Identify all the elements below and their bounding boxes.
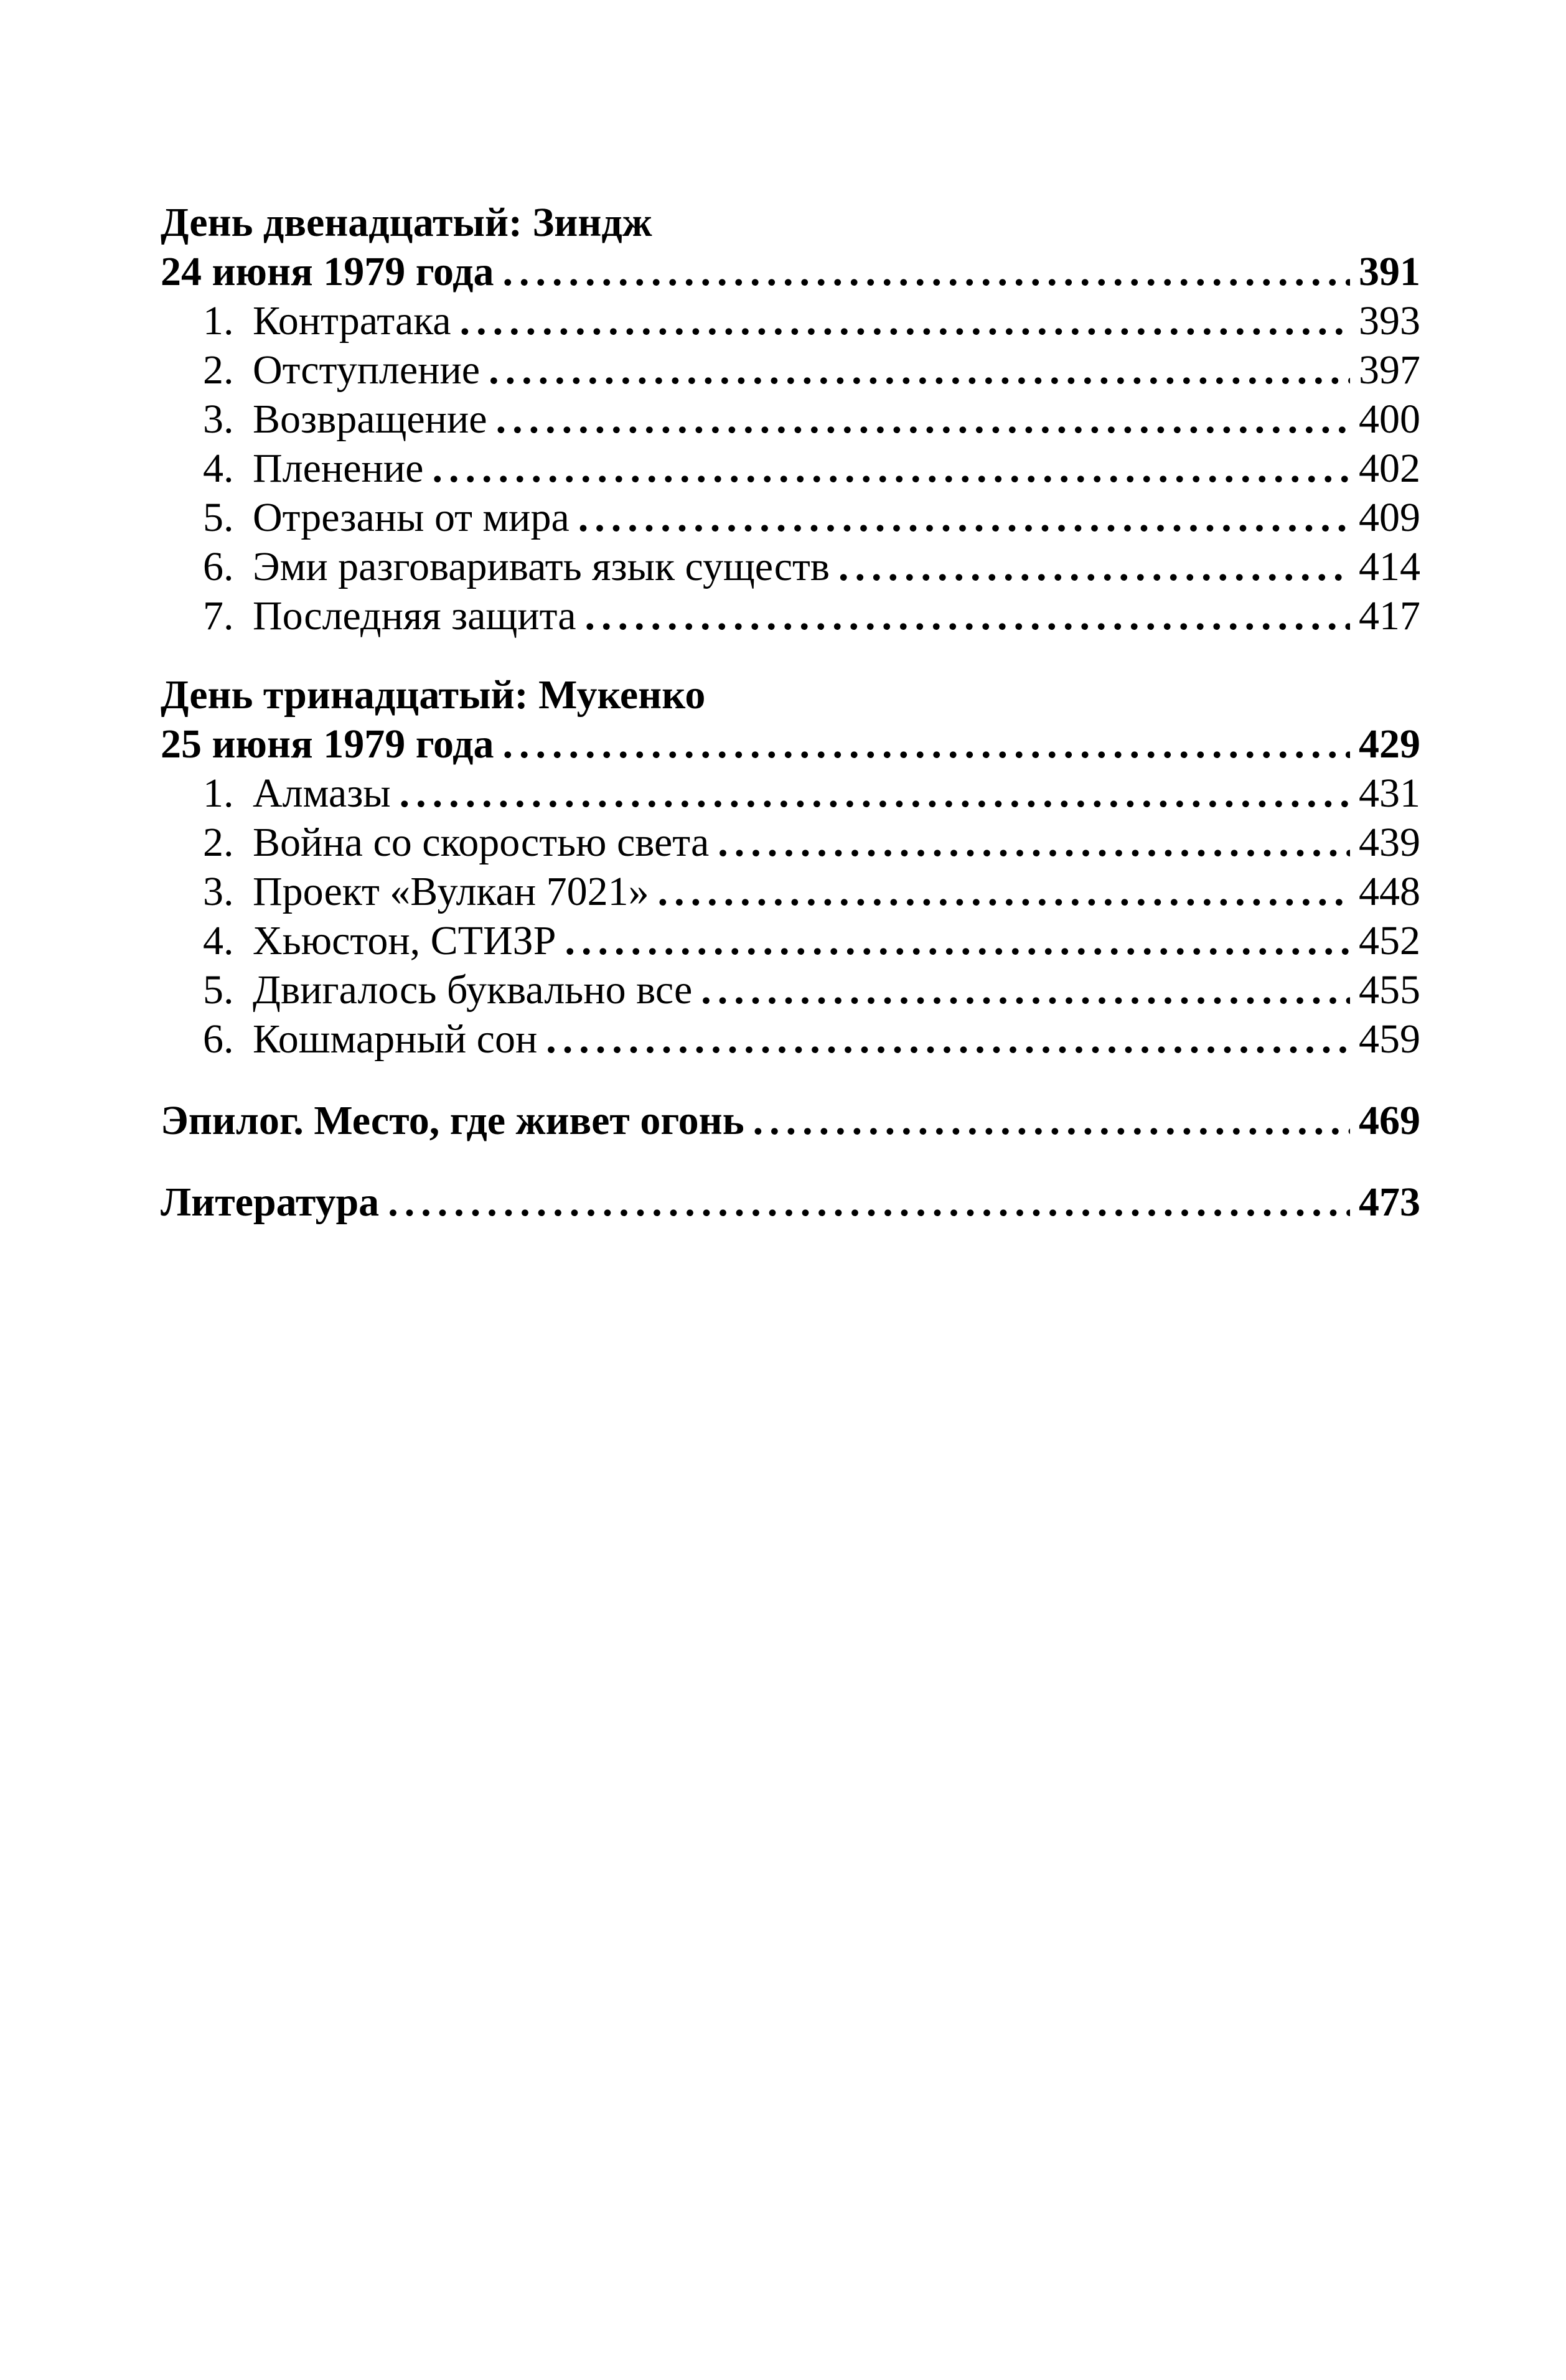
section-date: 25 июня 1979 года: [161, 721, 494, 767]
chapter-number: 7.: [203, 593, 234, 639]
toc-entry[interactable]: [161, 395, 1420, 444]
page-number: 439: [1359, 820, 1420, 865]
chapter-number: 4.: [203, 918, 234, 963]
section-spacer: [161, 1145, 1420, 1178]
chapter-number: 6.: [203, 1016, 234, 1062]
chapter-title: Последняя защита: [253, 593, 576, 639]
chapter-title: Контратака: [253, 298, 451, 344]
epilogue-title: Эпилог. Место, где живет огонь: [161, 1098, 744, 1143]
dot-leader: [838, 542, 1350, 591]
toc-entry[interactable]: [161, 444, 1420, 493]
section-title-text: День двенадцатый: Зиндж: [161, 200, 652, 245]
chapter-number: 4.: [203, 446, 234, 491]
dot-leader: [489, 345, 1350, 395]
dot-leader: [503, 719, 1350, 769]
toc-entry[interactable]: [161, 965, 1420, 1014]
page-number: 414: [1359, 544, 1420, 589]
chapter-title: Отступление: [253, 347, 481, 393]
page-number: 473: [1359, 1179, 1420, 1225]
chapter-number: 1.: [203, 298, 234, 344]
dot-leader: [701, 965, 1350, 1014]
dot-leader: [565, 916, 1350, 965]
page-number: 431: [1359, 771, 1420, 816]
toc-entry[interactable]: [161, 769, 1420, 818]
toc-entry[interactable]: [161, 493, 1420, 542]
page-number: 448: [1359, 869, 1420, 914]
toc-entry[interactable]: [161, 916, 1420, 965]
page-number: 469: [1359, 1098, 1420, 1143]
section-title: [161, 198, 1420, 247]
dot-leader: [460, 296, 1350, 345]
chapter-title: Отрезаны от мира: [253, 495, 570, 540]
toc-entry-literature[interactable]: [161, 1178, 1420, 1227]
chapter-title: Возвращение: [253, 396, 487, 442]
section-spacer: [161, 1064, 1420, 1096]
dot-leader: [432, 444, 1350, 493]
page-number: 409: [1359, 495, 1420, 540]
section-title: [161, 670, 1420, 719]
toc-entry[interactable]: [161, 591, 1420, 640]
page-number: 402: [1359, 446, 1420, 491]
literature-title: Литература: [161, 1179, 380, 1225]
chapter-number: 2.: [203, 820, 234, 865]
chapter-number: 2.: [203, 347, 234, 393]
section-spacer: [161, 640, 1420, 670]
chapter-title: Алмазы: [253, 771, 391, 816]
chapter-number: 6.: [203, 544, 234, 589]
section-title-text: День тринадцатый: Мукенко: [161, 672, 706, 718]
dot-leader: [496, 395, 1350, 444]
toc-entry-epilogue[interactable]: [161, 1096, 1420, 1145]
page-number: 393: [1359, 298, 1420, 344]
toc-entry[interactable]: [161, 719, 1420, 769]
table-of-contents: [161, 198, 1420, 1227]
chapter-number: 5.: [203, 967, 234, 1013]
dot-leader: [718, 818, 1350, 867]
toc-entry[interactable]: [161, 542, 1420, 591]
page-number: 429: [1359, 721, 1420, 767]
chapter-title: Пленение: [253, 446, 424, 491]
page-number: 452: [1359, 918, 1420, 963]
toc-entry[interactable]: [161, 345, 1420, 395]
chapter-title: Война со скоростью света: [253, 820, 710, 865]
chapter-number: 3.: [203, 869, 234, 914]
toc-entry[interactable]: [161, 247, 1420, 296]
toc-entry[interactable]: [161, 867, 1420, 916]
chapter-number: 1.: [203, 771, 234, 816]
toc-entry[interactable]: [161, 296, 1420, 345]
dot-leader: [658, 867, 1350, 916]
page-number: 397: [1359, 347, 1420, 393]
chapter-title: Кошмарный сон: [253, 1016, 538, 1062]
toc-entry[interactable]: [161, 1014, 1420, 1064]
dot-leader: [578, 493, 1350, 542]
chapter-number: 3.: [203, 396, 234, 442]
page-number: 391: [1359, 249, 1420, 294]
page-number: 455: [1359, 967, 1420, 1013]
page-number: 400: [1359, 396, 1420, 442]
page-number: 417: [1359, 593, 1420, 639]
dot-leader: [388, 1178, 1350, 1227]
page-number: 459: [1359, 1016, 1420, 1062]
dot-leader: [400, 769, 1350, 818]
chapter-title: Эми разговаривать язык существ: [253, 544, 830, 589]
dot-leader: [585, 591, 1350, 640]
dot-leader: [546, 1014, 1350, 1064]
dot-leader: [503, 247, 1350, 296]
chapter-title: Проект «Вулкан 7021»: [253, 869, 649, 914]
toc-entry[interactable]: [161, 818, 1420, 867]
chapter-number: 5.: [203, 495, 234, 540]
chapter-title: Двигалось буквально все: [253, 967, 693, 1013]
dot-leader: [753, 1096, 1350, 1145]
section-date: 24 июня 1979 года: [161, 249, 494, 294]
chapter-title: Хьюстон, СТИЗР: [253, 918, 556, 963]
